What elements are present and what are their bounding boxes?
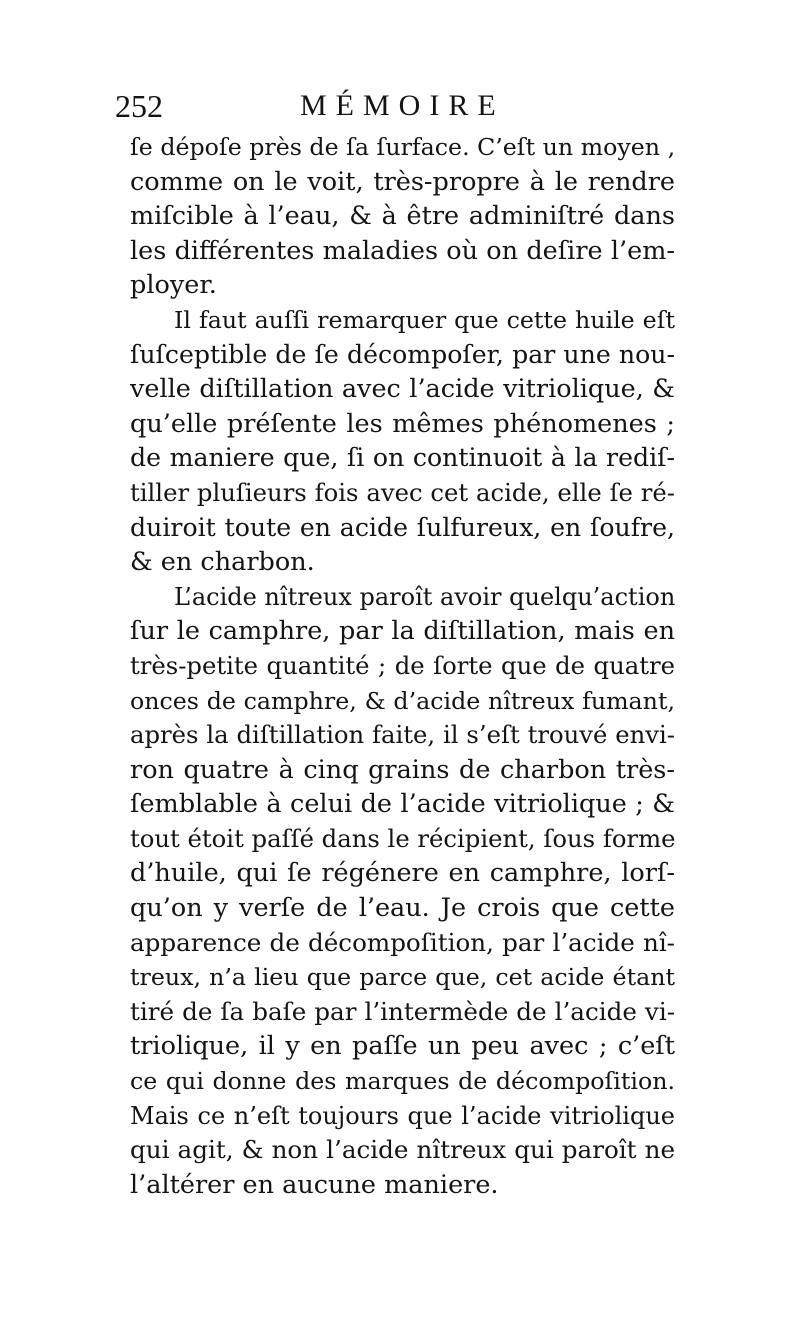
text-line: ſemblable à celui de l’acide vitriolique ; &	[130, 789, 675, 820]
text-line: treux, n’a lieu que parce que, cet acide étant	[130, 963, 675, 992]
text-line: très-petite quantité ; de ſorte que de quatre	[130, 650, 675, 680]
text-line: comme on le voit, très-propre à le rendre	[130, 166, 675, 197]
text-line: onces de camphre, & d’acide nîtreux fumant,	[130, 686, 675, 715]
text-line: miſcible à l’eau, & à être adminiſtré dans	[130, 201, 675, 232]
text-line: les différentes maladies où on deſire l’em-	[130, 235, 675, 266]
text-line: ſur le camphre, par la diſtillation, mais en	[130, 616, 675, 647]
text-line: ployer.	[130, 270, 217, 301]
text-line: duiroit toute en acide ſulfureux, en ſoufre,	[130, 512, 675, 542]
text-line: qu’elle préſente les mêmes phénomenes ;	[130, 408, 675, 439]
text-line: ſuſceptible de ſe décompoſer, par une nou-	[130, 339, 675, 369]
text-line: velle diſtillation avec l’acide vitriolique, &	[130, 374, 675, 405]
text-line: tout étoit paſſé dans le récipient, ſous forme	[130, 823, 676, 853]
text-line: ſe dépoſe près de ſa ſurface. C’eſt un moyen ,	[130, 133, 676, 161]
text-line: Mais ce n’eſt toujours que l’acide vitriolique	[130, 1101, 675, 1130]
text-line: apparence de décompoſition, par l’acide nî-	[130, 927, 675, 957]
text-line: ron quatre à cinq grains de charbon très-	[130, 754, 675, 785]
text-line: l’altérer en aucune maniere.	[130, 1169, 499, 1200]
text-line: qu’on y verſe de l’eau. Je crois que cette	[130, 893, 675, 924]
page-number: 252	[115, 88, 163, 124]
text-line: triolique, il y en paſſe un peu avec ; c’eſt	[130, 1031, 675, 1062]
paragraph-first-line: L’acide nîtreux paroît avoir quelqu’action	[174, 582, 676, 611]
text-line: après la diſtillation faite, il s’eſt trouvé envi-	[130, 720, 675, 750]
text-line: de maniere que, ſi on continuoit à la rediſ-	[130, 443, 675, 473]
body-text	[130, 130, 675, 1202]
paragraph-first-line: Il faut auſſi remarquer que cette huile eſt	[174, 305, 675, 334]
running-title: MÉMOIRE	[300, 89, 505, 122]
text-line: qui agit, & non l’acide nîtreux qui paroît ne	[130, 1135, 675, 1165]
text-line: tiller pluſieurs fois avec cet acide, elle ſe ré-	[130, 477, 675, 507]
text-line: d’huile, qui ſe régénere en camphre, lorſ-	[130, 858, 675, 889]
text-line: & en charbon.	[130, 547, 315, 578]
text-line: ce qui donne des marques de décompoſition.	[130, 1067, 675, 1096]
text-line: tiré de ſa baſe par l’intermède de l’acide vi-	[130, 996, 675, 1026]
page-header	[115, 86, 675, 126]
